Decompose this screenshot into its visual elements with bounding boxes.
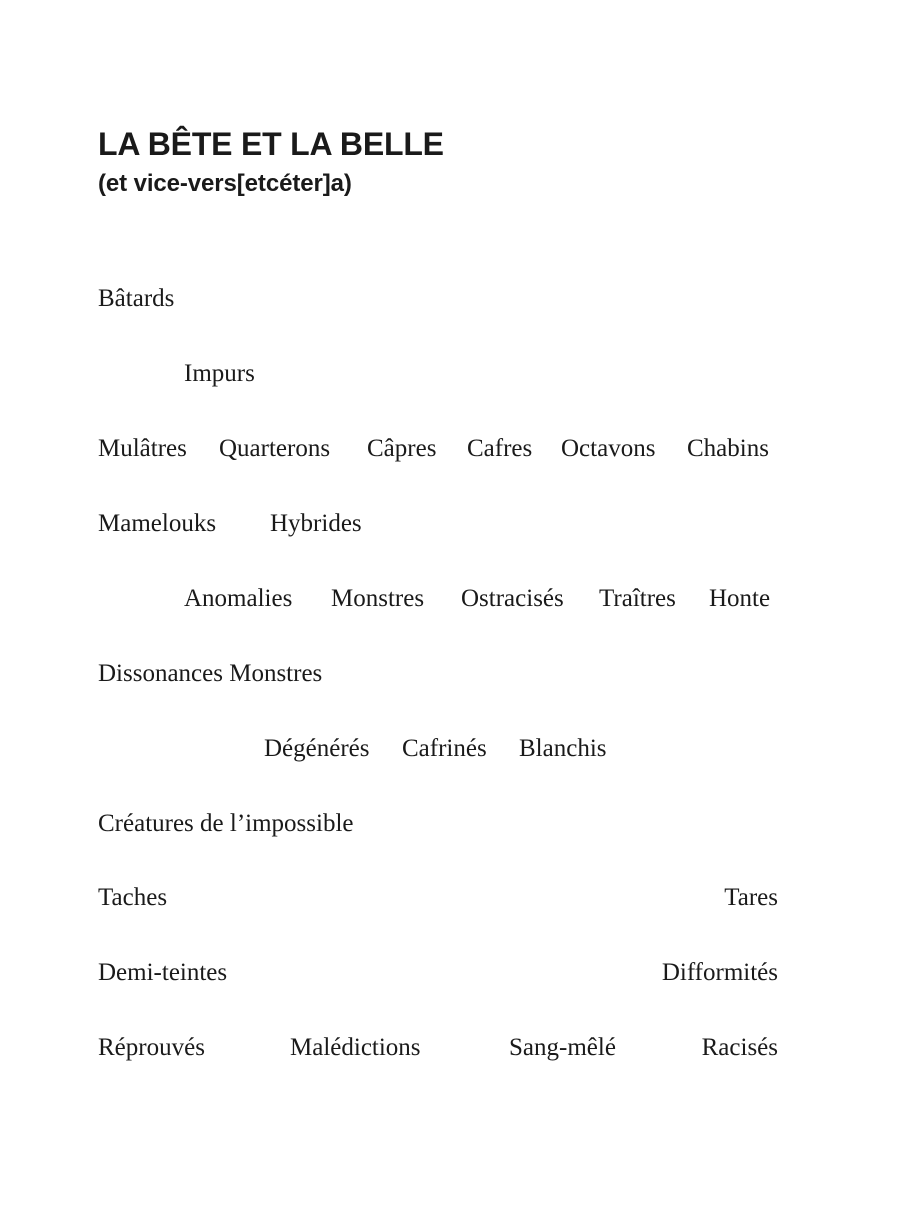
poem-line [98,581,778,617]
poem-word: Blanchis [519,735,607,762]
poem-word: Tares [724,884,778,911]
poem-line [98,880,778,916]
poem-line [98,1030,778,1066]
poem-word: Racisés [701,1034,778,1061]
poem-word: Octavons [561,435,656,462]
poem-word: Dissonances Monstres [98,660,323,687]
poem-line [98,281,778,317]
poem-word: Mulâtres [98,435,187,462]
poem-word: Réprouvés [98,1034,205,1061]
poem-word: Honte [709,585,771,612]
poem-word: Demi-teintes [98,959,228,986]
poem-word: Sang-mêlé [509,1034,616,1061]
poem-word: Cafres [467,435,533,462]
poem-word: Dégénérés [264,735,370,762]
poem-word: Cafrinés [402,735,487,762]
poem-word: Ostracisés [461,585,564,612]
poem-title: LA BÊTE ET LA BELLE [98,126,444,162]
poem-word: Monstres [331,585,425,612]
poem-line [98,806,778,842]
poem-word: Câpres [367,435,437,462]
poem-word: Quarterons [219,435,331,462]
poem-word: Difformités [661,959,778,986]
poem-word: Anomalies [184,585,293,612]
poem-line [98,431,778,467]
poem-subtitle: (et vice-vers[etcéter]a) [98,170,352,197]
poem-line [98,506,778,542]
poem-word: Malédictions [290,1034,421,1061]
poem-word: Traîtres [599,585,676,612]
poem-line [98,656,778,692]
poem-word: Bâtards [98,285,175,312]
poem-word: Mamelouks [98,510,217,537]
poem-word: Chabins [687,435,769,462]
poem-word: Créatures de l’impossible [98,810,354,837]
poem-line [98,731,778,767]
poem-line [98,356,778,392]
poem-word: Impurs [184,360,255,387]
poem-word: Hybrides [270,510,362,537]
poem-word: Taches [98,884,168,911]
poem-line [98,955,778,991]
